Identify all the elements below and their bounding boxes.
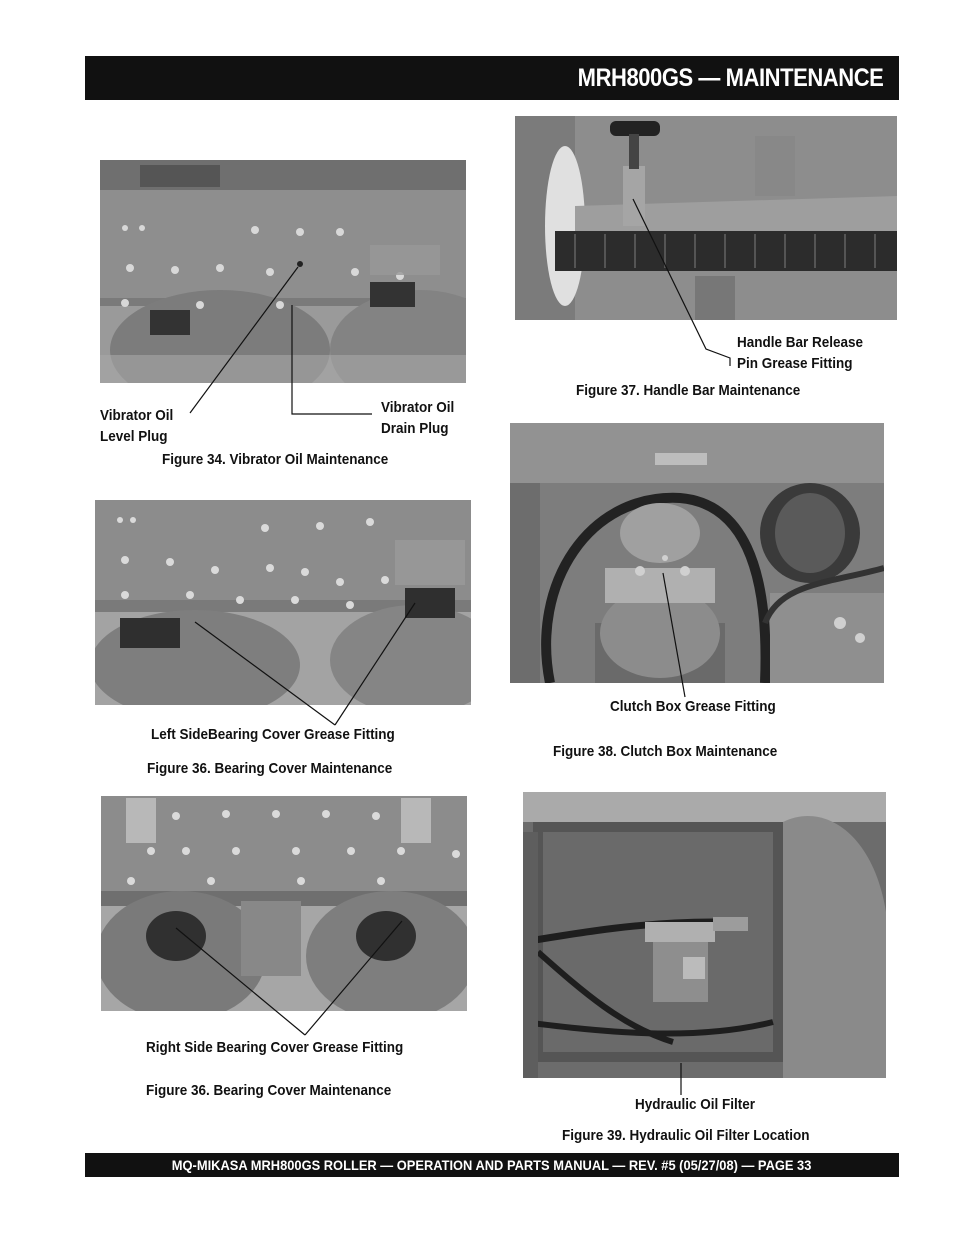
page-title: MRH800GS — MAINTENANCE — [577, 63, 883, 92]
label-vibrator-oil-drain-plug — [381, 397, 454, 439]
label-vibrator-oil-level-plug — [100, 405, 173, 447]
label-clutch-box-grease-fitting: Clutch Box Grease Fitting — [610, 698, 776, 715]
photo-clutch-box — [510, 423, 884, 683]
label-handle-bar-release-pin — [737, 332, 863, 374]
photo-left-bearing-cover — [95, 500, 471, 705]
photo-hydraulic-oil-filter — [523, 792, 886, 1078]
label-line: Pin Grease Fitting — [737, 355, 853, 372]
label-line: Level Plug — [100, 428, 168, 445]
label-left-side-bearing-cover: Left SideBearing Cover Grease Fitting — [151, 726, 395, 743]
photo-vibrator-oil — [100, 160, 466, 383]
figure-37-caption: Figure 37. Handle Bar Maintenance — [576, 382, 801, 399]
page-footer — [85, 1153, 899, 1177]
figure-36a-caption: Figure 36. Bearing Cover Maintenance — [147, 760, 393, 777]
figure-34-caption: Figure 34. Vibrator Oil Maintenance — [162, 451, 389, 468]
label-line: Vibrator Oil — [100, 407, 174, 424]
photo-handle-bar — [515, 116, 897, 320]
page-header — [85, 56, 899, 100]
label-line: Vibrator Oil — [381, 399, 455, 416]
label-hydraulic-oil-filter: Hydraulic Oil Filter — [635, 1096, 756, 1113]
label-right-side-bearing-cover: Right Side Bearing Cover Grease Fitting — [146, 1039, 404, 1056]
label-line: Drain Plug — [381, 420, 449, 437]
label-line: Handle Bar Release — [737, 334, 864, 351]
photo-right-bearing-cover — [101, 796, 467, 1011]
figure-39-caption: Figure 39. Hydraulic Oil Filter Location — [562, 1127, 810, 1144]
figure-38-caption: Figure 38. Clutch Box Maintenance — [553, 743, 778, 760]
footer-text: MQ-MIKASA MRH800GS ROLLER — OPERATION AND PARTS MANUAL — REV. #5 (05/27/08) — PAGE 33 — [172, 1157, 812, 1173]
figure-36b-caption: Figure 36. Bearing Cover Maintenance — [146, 1082, 392, 1099]
